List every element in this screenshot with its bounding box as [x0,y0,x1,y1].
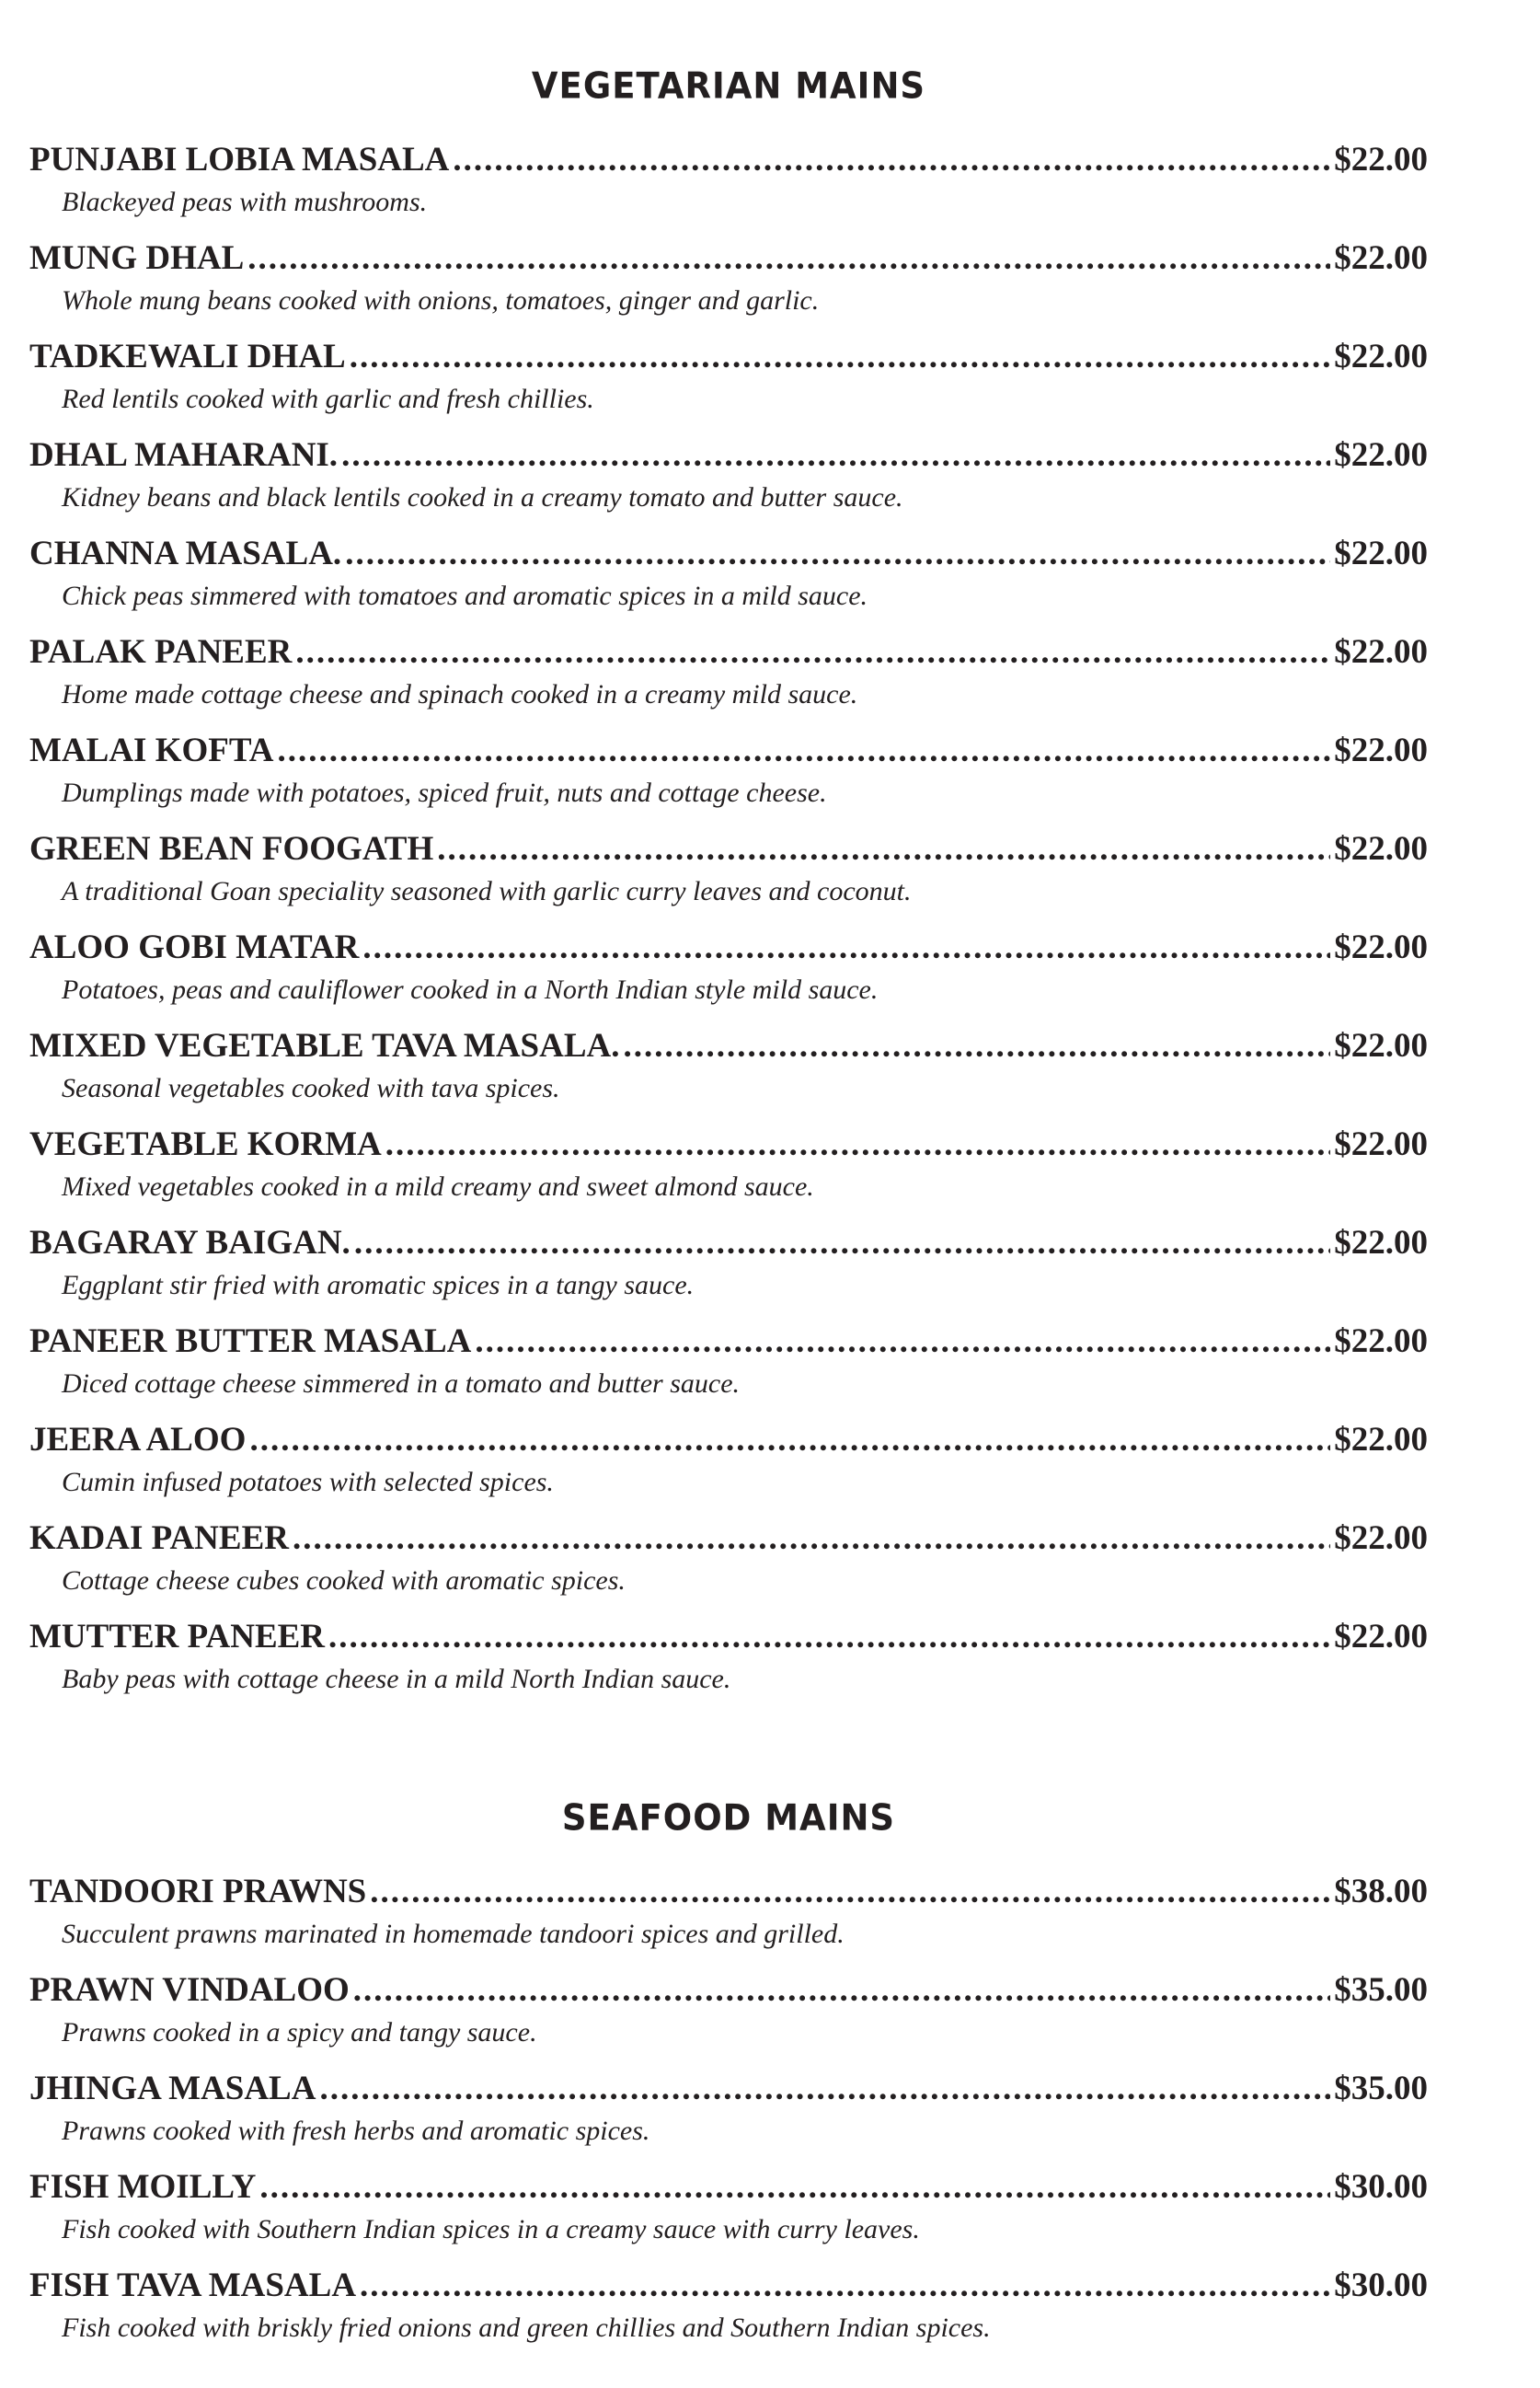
menu-item-description: Mixed vegetables cooked in a mild creamy and sweet almond sauce. [62,1171,814,1202]
menu-item-description: Blackeyed peas with mushrooms. [62,187,428,217]
menu-item-name: JEERA ALOO [29,1421,247,1459]
menu-item-description: Seasonal vegetables cooked with tava spices. [62,1073,560,1103]
menu-item-row [29,1316,1428,1367]
dot-leader [295,627,1330,678]
menu-item-name: VEGETABLE KORMA [29,1125,382,1163]
menu-item-description: Cottage cheese cubes cooked with aromatic spices. [62,1565,626,1596]
menu-item-price: $22.00 [1334,929,1428,966]
menu-item-name: TADKEWALI DHAL [29,338,346,375]
menu-item-name: MIXED VEGETABLE TAVA MASALA. [29,1027,620,1065]
menu-item [29,922,1428,1021]
menu-item-price: $38.00 [1334,1873,1428,1910]
menu-item-row [29,1611,1428,1663]
menu-item-price: $22.00 [1334,1618,1428,1655]
dot-leader [370,1866,1330,1918]
dot-leader [247,233,1330,284]
menu-item-description: Home made cottage cheese and spinach cooked in a creamy mild sauce. [62,679,858,709]
dot-leader [624,1021,1331,1072]
menu-item-name: MALAI KOFTA [29,732,274,769]
menu-item-row [29,1021,1428,1072]
menu-item [29,1316,1428,1414]
menu-item-description: Fish cooked with Southern Indian spices in a creamy sauce with curry leaves. [62,2214,920,2244]
dot-leader [293,1513,1330,1564]
dot-leader [249,1414,1330,1466]
menu-item-price: $22.00 [1334,1519,1428,1557]
dot-leader [354,1217,1330,1269]
dot-leader [341,430,1330,481]
menu-item-row [29,2162,1428,2213]
dot-leader [360,2260,1330,2312]
menu-item-description: Potatoes, peas and cauliflower cooked in a North Indian style mild sauce. [62,975,879,1005]
menu-item-row [29,2063,1428,2115]
dot-leader [353,1965,1330,2016]
dot-leader [437,824,1330,875]
menu-item-price: $35.00 [1334,2070,1428,2107]
menu-item-name: MUTTER PANEER [29,1618,326,1655]
menu-item-description: Fish cooked with briskly fried onions and green chillies and Southern Indian spices. [62,2313,991,2343]
menu-item-row [29,1965,1428,2016]
menu-item [29,233,1428,331]
menu-item-name: ALOO GOBI MATAR [29,929,360,966]
menu-item-name: JHINGA MASALA [29,2070,316,2107]
menu-item-name: PALAK PANEER [29,633,293,671]
menu-item-row [29,1414,1428,1466]
menu-item-price: $22.00 [1334,1421,1428,1459]
vegetarian-items [29,134,1428,1710]
menu-item-price: $22.00 [1334,1322,1428,1360]
menu-item [29,430,1428,528]
menu-item [29,627,1428,725]
menu-item [29,528,1428,627]
menu-item-price: $35.00 [1334,1971,1428,2009]
menu-item [29,725,1428,824]
menu-item-price: $22.00 [1334,732,1428,769]
menu-item-price: $22.00 [1334,239,1428,277]
menu-item [29,2260,1428,2359]
menu-item-price: $30.00 [1334,2267,1428,2304]
menu-item-price: $22.00 [1334,633,1428,671]
dot-leader [345,528,1330,580]
section-title: SEAFOOD MAINS [561,1796,896,1840]
menu-item-price: $22.00 [1334,141,1428,179]
menu-item-description: Succulent prawns marinated in homemade tandoori spices and grilled. [62,1919,845,1949]
menu-item-description: Chick peas simmered with tomatoes and aromatic spices in a mild sauce. [62,581,868,611]
menu-item-price: $22.00 [1334,436,1428,474]
dot-leader [319,2063,1330,2115]
section-title: VEGETARIAN MAINS [531,64,926,108]
menu-item-name: GREEN BEAN FOOGATH [29,830,434,868]
menu-item-description: Red lentils cooked with garlic and fresh chillies. [62,384,594,414]
menu-item-name: DHAL MAHARANI. [29,436,339,474]
menu-item-row [29,1119,1428,1171]
menu-item [29,1513,1428,1611]
menu-item-name: TANDOORI PRAWNS [29,1873,367,1910]
menu-item-row [29,2260,1428,2312]
menu-item [29,134,1428,233]
menu-item [29,1021,1428,1119]
menu-item-price: $22.00 [1334,535,1428,572]
menu-item-row [29,627,1428,678]
menu-item [29,1217,1428,1316]
menu-item-row [29,233,1428,284]
dot-leader [259,2162,1330,2213]
menu-item-row [29,1217,1428,1269]
menu-item [29,331,1428,430]
menu-item-row [29,1513,1428,1564]
menu-item [29,2063,1428,2162]
menu-item-row [29,430,1428,481]
menu-item-description: Kidney beans and black lentils cooked in a creamy tomato and butter sauce. [62,482,903,513]
dot-leader [278,725,1331,777]
menu-item [29,2162,1428,2260]
menu-item-description: Dumplings made with potatoes, spiced fruit, nuts and cottage cheese. [62,778,827,808]
menu-item-name: BAGARAY BAIGAN. [29,1224,351,1262]
dot-leader [350,331,1331,383]
dot-leader [362,922,1330,974]
menu-item [29,824,1428,922]
menu-item-name: PRAWN VINDALOO [29,1971,350,2009]
vegetarian-section [29,59,1428,1710]
menu-item-row [29,528,1428,580]
menu-item [29,1866,1428,1965]
menu-item-row [29,134,1428,186]
menu-item [29,1119,1428,1217]
menu-item-price: $22.00 [1334,1224,1428,1262]
menu-item-description: Prawns cooked in a spicy and tangy sauce. [62,2017,537,2048]
menu-item-name: KADAI PANEER [29,1519,289,1557]
dot-leader [475,1316,1330,1367]
menu-item-name: FISH MOILLY [29,2168,257,2206]
menu-item-description: Cumin infused potatoes with selected spices. [62,1467,554,1497]
menu-item-name: PANEER BUTTER MASALA [29,1322,472,1360]
dot-leader [328,1611,1330,1663]
seafood-items [29,1866,1428,2359]
menu-item-price: $22.00 [1334,1027,1428,1065]
menu-item-description: Prawns cooked with fresh herbs and aromatic spices. [62,2116,650,2146]
menu-item-description: Diced cottage cheese simmered in a tomato and butter sauce. [62,1368,741,1399]
menu-item [29,1965,1428,2063]
menu-item-name: MUNG DHAL [29,239,245,277]
menu-item-price: $22.00 [1334,1125,1428,1163]
menu-item-price: $30.00 [1334,2168,1428,2206]
menu-item-name: CHANNA MASALA. [29,535,342,572]
menu-item-description: Eggplant stir fried with aromatic spices in a tangy sauce. [62,1270,695,1300]
menu-item-row [29,331,1428,383]
menu-item-row [29,824,1428,875]
menu-item-row [29,725,1428,777]
menu-item-description: Baby peas with cottage cheese in a mild North Indian sauce. [62,1664,731,1694]
menu-item-description: Whole mung beans cooked with onions, tomatoes, ginger and garlic. [62,285,820,316]
menu-item [29,1611,1428,1710]
menu-item-name: PUNJABI LOBIA MASALA [29,141,450,179]
menu-item-row [29,1866,1428,1918]
dot-leader [385,1119,1331,1171]
menu-item-description: A traditional Goan speciality seasoned with garlic curry leaves and coconut. [62,876,912,906]
menu-item [29,1414,1428,1513]
menu-item-price: $22.00 [1334,338,1428,375]
menu-item-row [29,922,1428,974]
menu-item-name: FISH TAVA MASALA [29,2267,357,2304]
menu-item-price: $22.00 [1334,830,1428,868]
seafood-section [29,1791,1428,2359]
dot-leader [453,134,1330,186]
